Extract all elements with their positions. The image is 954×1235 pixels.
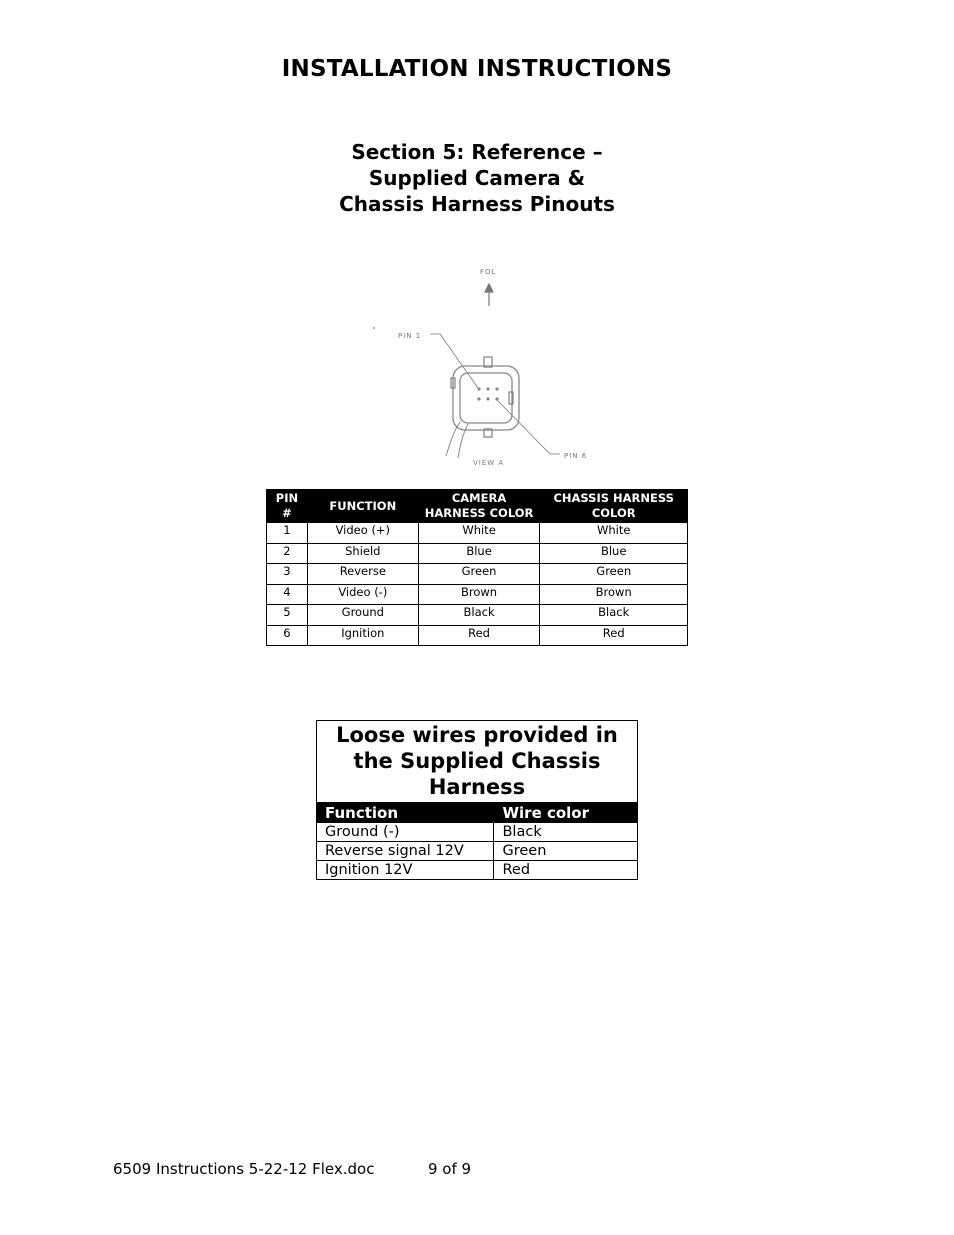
section-heading	[0, 139, 954, 217]
pin-number: 3	[267, 564, 308, 585]
footer-page-number: 9 of 9	[428, 1160, 472, 1178]
chassis-color: Brown	[540, 584, 688, 605]
diagram-label-pin1: PIN 1	[398, 332, 422, 340]
diagram-label-pin6: PIN 6	[564, 452, 588, 460]
pinout-table-header-row	[267, 490, 688, 523]
pinout-header-pin: PIN #	[267, 490, 308, 523]
table-row	[267, 605, 688, 626]
table-row	[267, 543, 688, 564]
footer-filename: 6509 Instructions 5-22-12 Flex.doc	[113, 1160, 375, 1178]
pin-number: 4	[267, 584, 308, 605]
connector-latch-lines	[446, 422, 468, 458]
loose-wires-header-row	[317, 803, 638, 823]
wire-function: Reverse signal 12V	[317, 842, 494, 861]
table-row	[267, 625, 688, 646]
chassis-color: Black	[540, 605, 688, 626]
loose-wires-title: Loose wires provided in the Supplied Chassis Harness	[317, 721, 638, 803]
connector-pinout-diagram	[360, 262, 620, 472]
pin6-leader-line	[497, 400, 560, 454]
pin-number: 1	[267, 523, 308, 544]
dot-mark	[373, 327, 375, 329]
section-heading-line-2: Supplied Camera &	[368, 166, 586, 190]
pin1-leader-line	[430, 334, 478, 388]
wire-color: Green	[494, 842, 638, 861]
pinout-table	[266, 489, 688, 646]
pin-function: Reverse	[307, 564, 418, 585]
connector-body	[451, 357, 519, 437]
page-title: INSTALLATION INSTRUCTIONS	[281, 56, 673, 82]
camera-color: Blue	[418, 543, 540, 564]
arrow-up-icon	[485, 284, 493, 306]
camera-color: Red	[418, 625, 540, 646]
wire-function: Ground (-)	[317, 823, 494, 842]
pin-number: 6	[267, 625, 308, 646]
pin-function: Shield	[307, 543, 418, 564]
chassis-color: Red	[540, 625, 688, 646]
wire-function: Ignition 12V	[317, 861, 494, 880]
table-row	[267, 564, 688, 585]
pin-number: 2	[267, 543, 308, 564]
table-row	[267, 584, 688, 605]
camera-color: Green	[418, 564, 540, 585]
chassis-color: White	[540, 523, 688, 544]
camera-color: White	[418, 523, 540, 544]
diagram-label-top: FOL	[480, 268, 497, 276]
camera-color: Black	[418, 605, 540, 626]
table-row	[317, 823, 638, 842]
wire-color: Red	[494, 861, 638, 880]
connector-pins	[477, 387, 498, 400]
pinout-header-camera-color: CAMERA HARNESS COLOR	[418, 490, 540, 523]
pinout-header-function: FUNCTION	[307, 490, 418, 523]
table-row	[317, 861, 638, 880]
pin-function: Ignition	[307, 625, 418, 646]
pin-function: Video (-)	[307, 584, 418, 605]
section-heading-line-3: Chassis Harness Pinouts	[339, 192, 615, 216]
wire-color: Black	[494, 823, 638, 842]
pin-number: 5	[267, 605, 308, 626]
chassis-color: Blue	[540, 543, 688, 564]
loose-wires-header-color: Wire color	[494, 803, 638, 823]
table-row	[267, 523, 688, 544]
chassis-color: Green	[540, 564, 688, 585]
pin-function: Ground	[307, 605, 418, 626]
pinout-header-chassis-color: CHASSIS HARNESS COLOR	[540, 490, 688, 523]
camera-color: Brown	[418, 584, 540, 605]
section-heading-line-1: Section 5: Reference –	[351, 140, 603, 164]
table-row	[317, 842, 638, 861]
loose-wires-header-function: Function	[317, 803, 494, 823]
loose-wires-table	[316, 720, 638, 880]
pin-function: Video (+)	[307, 523, 418, 544]
diagram-label-view: VIEW A	[473, 459, 505, 467]
